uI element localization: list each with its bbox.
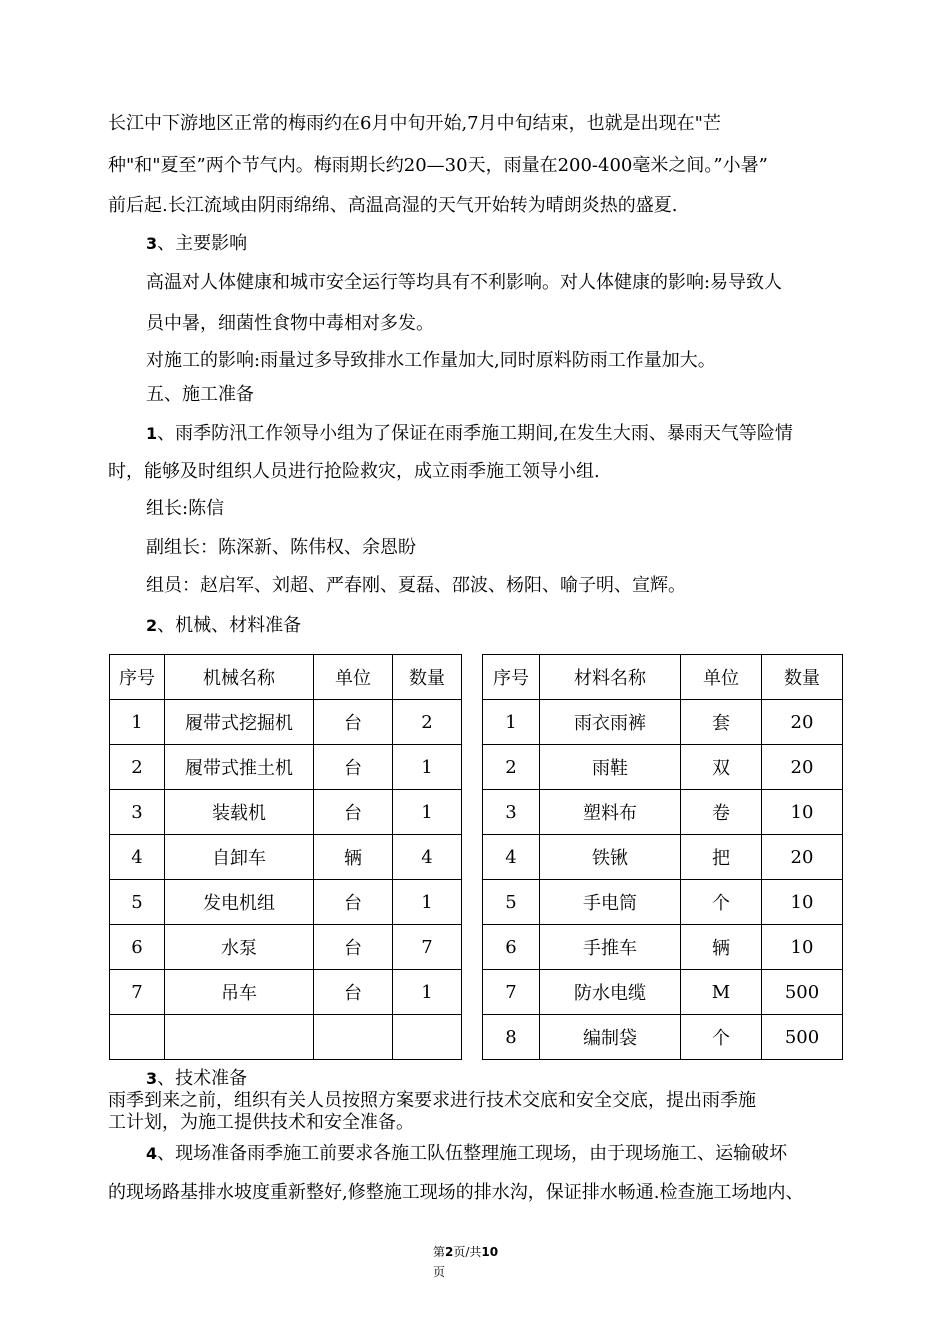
table-cell: 自卸车 [165,835,314,880]
section-number: 3 [146,234,158,253]
table-cell: 1 [393,790,462,835]
table-row [483,745,843,790]
page-footer [433,1242,498,1282]
paragraph-line: 长江中下游地区正常的梅雨约在6月中旬开始,7月中旬结束，也就是出现在"芒 [108,113,721,134]
team-vice-leader: 副组长：陈深新、陈伟权、余恩盼 [146,537,416,558]
table-header-cell: 数量 [762,655,843,700]
paragraph-line: 雨季到来之前，组织有关人员按照方案要求进行技术交底和安全交底，提出雨季施 [108,1090,756,1111]
table-cell: 3 [483,790,540,835]
machine-table [109,654,462,1060]
section-1-line [146,423,793,445]
current-page-number: 2 [445,1245,454,1259]
table-cell: 台 [314,925,393,970]
table-header-row [483,655,843,700]
table-cell: 台 [314,700,393,745]
table-cell [110,1015,165,1060]
table-cell: 7 [110,970,165,1015]
table-cell: 台 [314,790,393,835]
table-cell: 雨衣雨裤 [540,700,681,745]
table-cell: 8 [483,1015,540,1060]
paragraph-line: 对施工的影响:雨量过多导致排水工作量加大,同时原料防雨工作量加大。 [146,350,716,371]
footer-prefix: 第 [433,1245,446,1259]
table-row [483,880,843,925]
section-number: 3 [146,1069,158,1088]
section-heading-2 [146,615,301,637]
table-cell: 1 [110,700,165,745]
team-leader: 组长:陈信 [146,498,225,519]
table-cell: 20 [762,700,843,745]
table-cell: 500 [762,970,843,1015]
chapter-heading: 五、施工准备 [146,384,254,405]
table-cell: 3 [110,790,165,835]
table-cell: 发电机组 [165,880,314,925]
total-page-number: 10 [481,1245,499,1259]
table-cell: 5 [110,880,165,925]
table-cell: 5 [483,880,540,925]
section-heading-3-tech [146,1068,247,1090]
section-4-line [146,1143,787,1165]
team-members: 组员：赵启军、刘超、严春刚、夏磊、邵波、杨阳、喻子明、宣辉。 [146,575,686,596]
table-cell: 台 [314,970,393,1015]
table-cell: 4 [393,835,462,880]
table-cell: 10 [762,880,843,925]
table-cell: 塑料布 [540,790,681,835]
table-cell: 1 [393,880,462,925]
table-cell: 装载机 [165,790,314,835]
table-cell [314,1015,393,1060]
table-cell: 4 [110,835,165,880]
table-row [110,835,462,880]
table-cell: 雨鞋 [540,745,681,790]
paragraph-line: 高温对人体健康和城市安全运行等均具有不利影响。对人体健康的影响:易导致人 [146,272,783,293]
table-row [483,925,843,970]
table-cell: 把 [681,835,762,880]
table-cell: M [681,970,762,1015]
table-cell: 套 [681,700,762,745]
table-header-cell: 单位 [681,655,762,700]
table-header-cell: 机械名称 [165,655,314,700]
section-text: 、现场准备雨季施工前要求各施工队伍整理施工现场，由于现场施工、运输破坏 [157,1143,788,1164]
paragraph-line: 工计划，为施工提供技术和安全准备。 [108,1112,414,1133]
table-cell: 7 [483,970,540,1015]
table-cell: 水泵 [165,925,314,970]
table-cell: 台 [314,880,393,925]
table-row [110,745,462,790]
table-cell: 手推车 [540,925,681,970]
table-cell: 1 [483,700,540,745]
section-number: 4 [146,1144,158,1163]
table-row [483,790,843,835]
table-cell: 辆 [681,925,762,970]
section-text: 、雨季防汛工作领导小组为了保证在雨季施工期间,在发生大雨、暴雨天气等险情 [157,423,793,444]
table-row [110,700,462,745]
table-cell: 2 [483,745,540,790]
table-cell: 1 [393,970,462,1015]
table-cell: 10 [762,925,843,970]
table-cell: 7 [393,925,462,970]
paragraph-line: 的现场路基排水坡度重新整好,修整施工现场的排水沟，保证排水畅通.检查施工场地内、 [108,1182,804,1203]
paragraph-line: 员中暑，细菌性食物中毒相对多发。 [146,313,434,334]
section-title: 、技术准备 [157,1068,248,1089]
table-cell: 6 [483,925,540,970]
table-row [110,880,462,925]
table-cell: 吊车 [165,970,314,1015]
table-cell: 手电筒 [540,880,681,925]
table-header-cell: 序号 [110,655,165,700]
table-cell: 4 [483,835,540,880]
table-cell [165,1015,314,1060]
table-cell: 双 [681,745,762,790]
section-number: 1 [146,424,158,443]
table-row [483,970,843,1015]
table-row [110,925,462,970]
table-cell: 1 [393,745,462,790]
table-cell: 个 [681,880,762,925]
section-number: 2 [146,616,158,635]
table-cell: 编制袋 [540,1015,681,1060]
table-cell: 防水电缆 [540,970,681,1015]
table-row [110,970,462,1015]
table-header-cell: 数量 [393,655,462,700]
table-cell: 10 [762,790,843,835]
table-cell: 2 [110,745,165,790]
section-title: 、主要影响 [157,233,248,254]
table-header-cell: 序号 [483,655,540,700]
footer-middle: 页/共 [453,1245,482,1259]
table-row [483,700,843,745]
table-row [483,835,843,880]
table-cell: 2 [393,700,462,745]
table-cell: 履带式挖掘机 [165,700,314,745]
paragraph-line: 种"和"夏至”两个节气内。梅雨期长约20—30天，雨量在200-400毫米之间。”小暑” [108,155,768,176]
section-title: 、机械、材料准备 [157,615,302,636]
table-row [110,790,462,835]
table-cell: 6 [110,925,165,970]
table-header-row [110,655,462,700]
table-cell: 500 [762,1015,843,1060]
table-cell: 20 [762,745,843,790]
table-cell: 台 [314,745,393,790]
paragraph-line: 时，能够及时组织人员进行抢险救灾，成立雨季施工领导小组. [108,461,600,482]
table-header-cell: 材料名称 [540,655,681,700]
page-counter [433,1242,498,1262]
table-cell: 履带式推土机 [165,745,314,790]
table-header-cell: 单位 [314,655,393,700]
table-row [110,1015,462,1060]
table-cell: 辆 [314,835,393,880]
table-row [483,1015,843,1060]
section-heading-3 [146,233,247,255]
table-cell [393,1015,462,1060]
material-table [482,654,843,1060]
footer-suffix: 页 [433,1265,446,1279]
table-cell: 铁锹 [540,835,681,880]
paragraph-line: 前后起.长江流域由阴雨绵绵、高温高湿的天气开始转为晴朗炎热的盛夏. [108,195,678,216]
table-cell: 20 [762,835,843,880]
table-cell: 个 [681,1015,762,1060]
table-cell: 卷 [681,790,762,835]
